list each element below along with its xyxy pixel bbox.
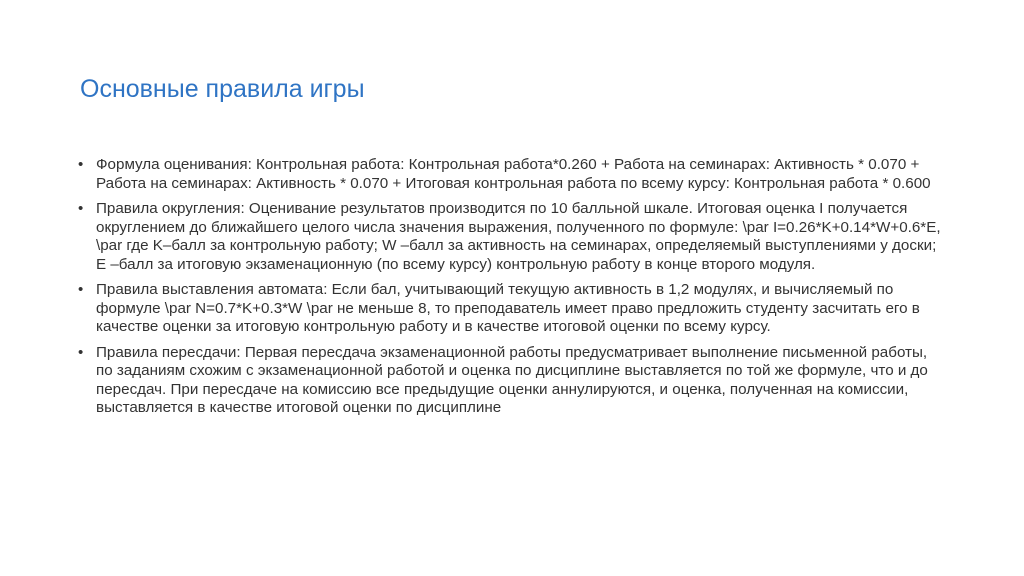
bullet-dot-icon: • [78,343,84,361]
bullet-list [78,156,948,425]
bullet-item-grading-formula [78,156,948,193]
bullet-text: Правила выставления автомата: Если бал, учитывающий текущую активность в 1,2 модулях, и вычисляемый по формуле \par N=0.7*K+0.3*W \par не меньше 8, то преподаватель имеет право предложить студенту засчитать его в качестве оценки за итоговую контрольную работу и в качестве итоговой оценки по всему курсу. [96,281,920,335]
bullet-dot-icon: • [78,156,84,173]
bullet-text: Правила округления: Оценивание результатов производится по 10 балльной шкале. Итоговая оценка I получается округлением до ближайшего целого числа значения выражения, полученного по формуле: \par I=0.26*K+0.14*W+0.6*E, \par где K–балл за контрольную работу; W –балл за активность на семинарах, определяемый выступлениями у доски; E –балл за итоговую экзаменационную (по всему курсу) контрольную работу в конце второго модуля. [96,200,941,273]
bullet-item-rounding-rules [78,200,948,274]
bullet-text: Правила пересдачи: Первая пересдача экзаменационной работы предусматривает выполнение письменной работы, по заданиям схожим с экзаменационной работой и оценка по дисциплине выставляется по той же формуле, что и до пересдач. При пересдаче на комиссию все предыдущие оценки аннулируются, и оценка, полученная на комиссии, выставляется в качестве итоговой оценки по дисциплине [96,343,928,416]
bullet-text: Формула оценивания: Контрольная работа: Контрольная работа*0.260 + Работа на семинарах: Активность * 0.070 + Работа на семинарах: Активность * 0.070 + Итоговая контрольная работа по всему курсу: Контрольная работа * 0.600 [96,156,931,192]
bullet-item-automatic-grade-rules [78,281,948,337]
bullet-item-retake-rules [78,344,948,418]
bullet-dot-icon: • [78,281,84,298]
bullet-dot-icon: • [78,200,84,217]
slide-title: Основные правила игры [80,75,365,103]
